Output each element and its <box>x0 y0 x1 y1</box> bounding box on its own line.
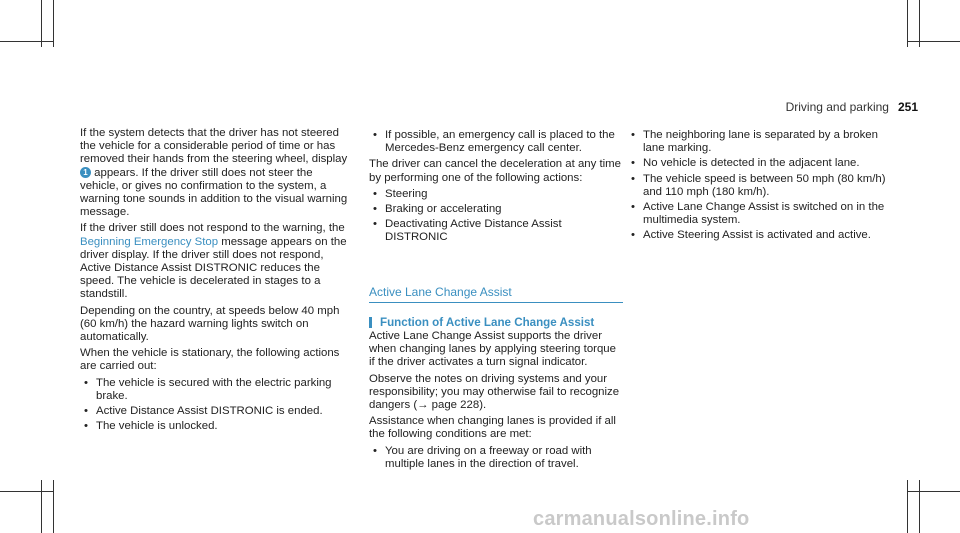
text: If the driver still does not respond to the warning, the <box>80 222 345 235</box>
list-item: • No vehicle is detected in the adjacent lane. <box>627 157 889 170</box>
bullet-list <box>80 377 352 434</box>
list-item: • Deactivating Active Distance Assist DISTRONIC <box>369 218 623 244</box>
list-item: • If possible, an emergency call is placed to the Mercedes-Benz emergency call center. <box>369 129 623 155</box>
list-item: • The vehicle speed is between 50 mph (80 km/h) and 110 mph (180 km/h). <box>627 173 889 199</box>
column-3 <box>627 127 889 246</box>
display-indicator-icon: 1 <box>80 167 91 178</box>
paragraph <box>80 222 352 301</box>
header-section: Driving and parking <box>785 100 889 114</box>
list-item: • Active Distance Assist DISTRONIC is ended. <box>80 405 352 418</box>
text: message appears on the driver display. If the driver still does not respond, Active Distance Assist DISTRONIC reduces the speed. The vehicle is decelerated in stages to a standstill. <box>80 235 347 301</box>
list-item: • The vehicle is secured with the electric parking brake. <box>80 377 352 403</box>
column-1 <box>80 127 352 436</box>
subsection-title <box>369 316 623 329</box>
list-item: • You are driving on a freeway or road with multiple lanes in the direction of travel. <box>369 445 623 471</box>
heading-marker-icon <box>369 317 372 328</box>
paragraph: Depending on the country, at speeds below 40 mph (60 km/h) the hazard warning lights switch on automatically. <box>80 304 340 344</box>
section-title: Active Lane Change Assist <box>369 286 623 303</box>
crop-mark <box>907 491 960 492</box>
bullet-list <box>369 129 623 155</box>
paragraph: When the vehicle is stationary, the following actions are carried out: <box>80 347 340 373</box>
page-reference[interactable]: page 228). <box>428 399 487 412</box>
crop-mark <box>53 480 54 533</box>
crop-mark <box>53 0 54 47</box>
list-item: • Active Lane Change Assist is switched on in the multimedia system. <box>627 201 889 227</box>
crop-mark <box>919 0 920 47</box>
paragraph <box>369 373 623 413</box>
text: Observe the notes on driving systems and your responsibility; you may otherwise fail to recognize dangers ( <box>369 372 620 412</box>
page-header <box>786 100 918 114</box>
arrow-icon: → <box>417 399 429 412</box>
watermark: carmanualsonline.info <box>533 508 750 530</box>
crop-mark <box>907 0 908 47</box>
bullet-list <box>369 445 623 471</box>
page-number: 251 <box>897 100 918 114</box>
list-item: • The vehicle is unlocked. <box>80 420 352 433</box>
crop-mark <box>41 480 42 533</box>
bullet-list <box>627 129 889 243</box>
text: appears. If the driver still does not steer the vehicle, or gives no confirmation to the system, a warning tone sounds in addition to the visual warning message. <box>80 166 348 219</box>
paragraph: The driver can cancel the deceleration at any time by performing one of the following actions: <box>369 158 621 184</box>
bullet-list <box>369 188 623 245</box>
list-item: • Braking or accelerating <box>369 203 623 216</box>
crop-mark <box>919 480 920 533</box>
text: If the system detects that the driver has not steered the vehicle for a considerable period of time or has removed their hands from the steering wheel, display <box>80 127 348 166</box>
display-message: Beginning Emergency Stop <box>80 235 219 248</box>
paragraph: Active Lane Change Assist supports the driver when changing lanes by applying steering torque if the driver activates a turn signal indicator. <box>369 330 616 369</box>
crop-mark <box>0 491 53 492</box>
paragraph: Assistance when changing lanes is provided if all the following conditions are met: <box>369 415 616 441</box>
subsection-title-text: Function of Active Lane Change Assist <box>380 315 595 329</box>
crop-mark <box>907 480 908 533</box>
list-item: • Steering <box>369 188 623 201</box>
list-item: • Active Steering Assist is activated and active. <box>627 229 889 242</box>
column-2 <box>369 127 623 474</box>
crop-mark <box>41 0 42 47</box>
list-item: • The neighboring lane is separated by a broken lane marking. <box>627 129 889 155</box>
crop-mark <box>907 41 960 42</box>
paragraph <box>80 127 352 219</box>
crop-mark <box>0 41 53 42</box>
